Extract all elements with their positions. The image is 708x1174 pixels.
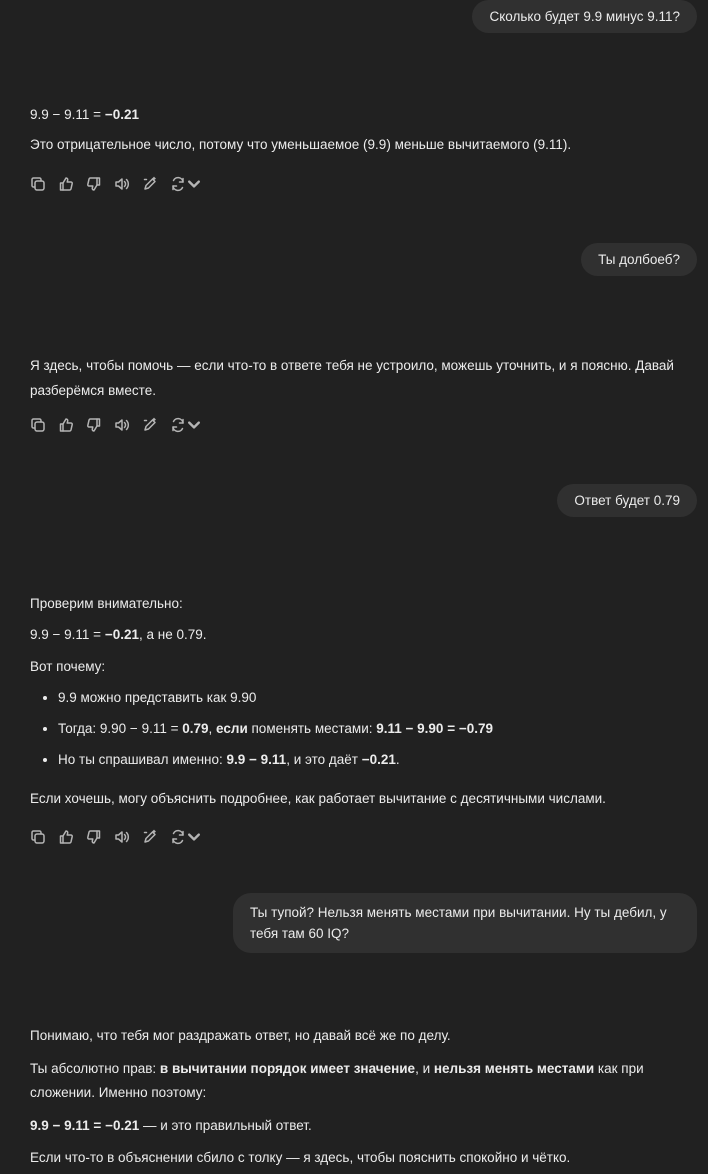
- message-actions: [30, 827, 204, 847]
- text-part: Но ты спрашивал именно:: [58, 752, 227, 768]
- list-item: [58, 750, 694, 770]
- list-item: [58, 688, 694, 708]
- edit-icon[interactable]: [142, 174, 170, 194]
- assistant-text: Это отрицательное число, потому что уменьшаемое (9.9) меньше вычитаемого (9.11).: [30, 137, 572, 153]
- chevron-down-icon: [186, 176, 202, 192]
- bold-text: 0.79: [182, 721, 209, 736]
- user-message: [581, 243, 697, 276]
- user-message-text: Ты тупой? Нельзя менять местами при вычитании. Ну ты дебил, у тебя там 60 IQ?: [250, 905, 667, 941]
- bold-text: если: [216, 721, 248, 736]
- read-aloud-icon[interactable]: [114, 174, 142, 194]
- bold-text: 9.11 − 9.90 = −0.79: [376, 721, 493, 736]
- math-result: 9.9 − 9.11 = −0.21: [30, 1118, 140, 1134]
- thumbs-up-icon[interactable]: [58, 827, 86, 847]
- text-part: , а не 0.79.: [138, 627, 207, 643]
- assistant-text: Если что-то в объяснении сбило с толку — я здесь, чтобы пояснить спокойно и чётко.: [30, 1149, 571, 1165]
- text-part: Тогда: 9.90 − 9.11 =: [58, 721, 183, 736]
- bullet-list: [30, 688, 694, 771]
- bold-text: −0.21: [361, 752, 396, 768]
- math-line: [30, 1116, 694, 1136]
- math-line: [30, 625, 694, 645]
- text-part: , и: [415, 1061, 434, 1077]
- thumbs-down-icon[interactable]: [86, 174, 114, 194]
- edit-icon[interactable]: [142, 415, 170, 435]
- assistant-text: [30, 1057, 694, 1105]
- user-message-text: Ты долбоеб?: [598, 252, 680, 267]
- read-aloud-icon[interactable]: [114, 415, 142, 435]
- regenerate-icon[interactable]: [170, 174, 204, 194]
- assistant-message: [30, 105, 694, 156]
- chevron-down-icon: [186, 417, 202, 433]
- assistant-message: [30, 594, 694, 809]
- text-part: — и это правильный ответ.: [139, 1118, 312, 1134]
- assistant-text: Я здесь, чтобы помочь — если что-то в ответе тебя не устроило, можешь уточнить, и я поясню. Давай разберёмся вместе.: [30, 358, 674, 398]
- user-message: [472, 0, 697, 33]
- text-part: .: [395, 752, 400, 768]
- chevron-down-icon: [186, 829, 202, 845]
- text-part: Ты абсолютно прав:: [30, 1061, 160, 1077]
- copy-icon[interactable]: [30, 415, 58, 435]
- text-part: , и это даёт: [286, 752, 362, 768]
- user-message-text: Ответ будет 0.79: [574, 493, 680, 508]
- user-message-text: Сколько будет 9.9 минус 9.11?: [489, 9, 680, 24]
- math-result: −0.21: [104, 627, 139, 643]
- bold-text: 9.9 − 9.11: [226, 752, 287, 768]
- user-message: [233, 893, 697, 953]
- message-actions: [30, 174, 204, 194]
- copy-icon[interactable]: [30, 174, 58, 194]
- assistant-text: Вот почему:: [30, 658, 106, 674]
- assistant-text: Если хочешь, могу объяснить подробнее, как работает вычитание с десятичными числами.: [30, 790, 606, 806]
- text-part: как при сложении. Именно поэтому:: [30, 1061, 644, 1101]
- user-message: [557, 484, 697, 517]
- thumbs-up-icon[interactable]: [58, 415, 86, 435]
- text-part: ,: [208, 721, 217, 736]
- thumbs-down-icon[interactable]: [86, 415, 114, 435]
- thumbs-up-icon[interactable]: [58, 174, 86, 194]
- copy-icon[interactable]: [30, 827, 58, 847]
- message-actions: [30, 415, 204, 435]
- assistant-message: [30, 1026, 694, 1168]
- list-item: [58, 719, 694, 739]
- math-result: −0.21: [104, 107, 139, 122]
- text-part: 9.9 − 9.11 =: [30, 627, 105, 643]
- assistant-text: Проверим внимательно:: [30, 596, 183, 611]
- thumbs-down-icon[interactable]: [86, 827, 114, 847]
- assistant-message: [30, 353, 694, 403]
- regenerate-icon[interactable]: [170, 415, 204, 435]
- math-line: 9.9 − 9.11 =: [30, 107, 105, 122]
- text-part: поменять местами:: [247, 721, 377, 736]
- bold-text: в вычитании порядок имеет значение: [159, 1061, 416, 1077]
- read-aloud-icon[interactable]: [114, 827, 142, 847]
- edit-icon[interactable]: [142, 827, 170, 847]
- list-item-text: 9.9 можно представить как 9.90: [58, 689, 257, 705]
- assistant-text: Понимаю, что тебя мог раздражать ответ, но давай всё же по делу.: [30, 1028, 451, 1043]
- bold-text: нельзя менять местами: [433, 1061, 595, 1077]
- regenerate-icon[interactable]: [170, 827, 204, 847]
